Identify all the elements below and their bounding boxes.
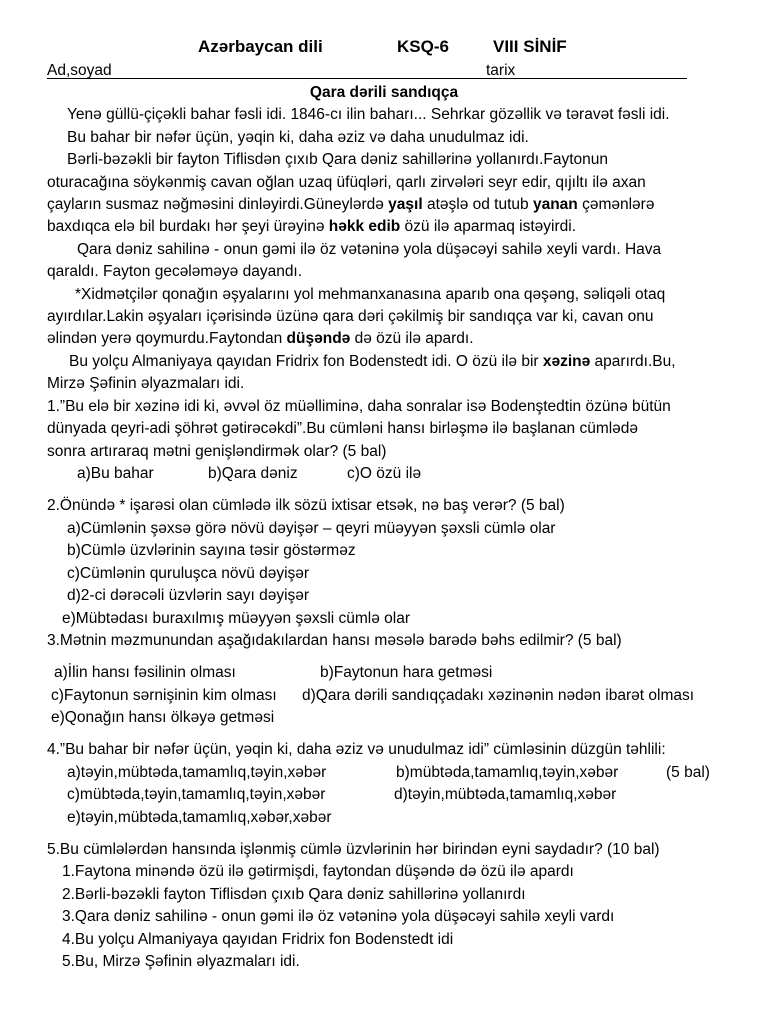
q2-option-d: d)2-ci dərəcəli üzvlərin sayı dəyişər	[67, 587, 310, 604]
q4-option-d: d)təyin,mübtəda,tamamlıq,xəbər	[394, 786, 617, 803]
date-label: tarix	[486, 62, 516, 79]
passage-line: Bu yolçu Almaniyaya qayıdan Fridrix fon Bodenstedt idi. O özü ilə bir xəzinə aparırdı.Bu,	[69, 353, 676, 370]
q2-option-b: b)Cümlə üzvlərinin sayına təsir göstərməz	[67, 542, 356, 559]
passage-line: qaraldı. Fayton gecələməyə dayandı.	[47, 263, 303, 280]
q1-option-a: a)Bu bahar	[77, 465, 154, 482]
subject-title: Azərbaycan dili	[198, 37, 323, 56]
q3-option-b: b)Faytonun hara getməsi	[320, 664, 493, 681]
passage-line: Qara dəniz sahilinə - onun gəmi ilə öz vətəninə yola düşəcəyi sahilə xeyli vardı. Hava	[77, 241, 662, 258]
q4-option-b: b)mübtəda,tamamlıq,təyin,xəbər	[396, 764, 619, 781]
question-4-text: 4.”Bu bahar bir nəfər üçün, yəqin ki, daha əziz və unudulmaz idi” cümləsinin düzgün təhlili:	[47, 741, 666, 758]
question-2-text: 2.Önündə * işarəsi olan cümlədə ilk sözü ixtisar etsək, nə baş verər? (5 bal)	[47, 497, 565, 514]
passage-line: Bu bahar bir nəfər üçün, yəqin ki, daha əziz və daha unudulmaz idi.	[67, 129, 529, 146]
passage-title: Qara dərili sandıqça	[309, 84, 459, 101]
q5-option-5: 5.Bu, Mirzə Şəfinin əlyazmaları idi.	[62, 953, 300, 970]
passage-line: Yenə güllü-çiçəkli bahar fəsli idi. 1846-cı ilin baharı... Sehrkar gözəllik və təravət fəsli idi.	[67, 106, 670, 123]
q5-option-3: 3.Qara dəniz sahilinə - onun gəmi ilə öz vətəninə yola düşəcəyi sahilə xeyli vardı	[62, 908, 615, 925]
passage-line: Bərli-bəzəkli bir fayton Tiflisdən çıxıb Qara dəniz sahillərinə yollanırdı.Faytonun	[67, 151, 609, 168]
q5-option-2: 2.Bərli-bəzəkli fayton Tiflisdən çıxıb Qara dəniz sahillərinə yollanırdı	[62, 886, 526, 903]
exam-code: KSQ-6	[397, 37, 449, 56]
q3-option-d: d)Qara dərili sandıqçadakı xəzinənin nədən ibarət olması	[302, 687, 695, 704]
question-1-text: 1.”Bu elə bir xəzinə idi ki, əvvəl öz müəlliminə, daha sonralar isə Bodenştedtin özünə bütün	[47, 398, 671, 415]
name-label: Ad,soyad	[47, 62, 112, 79]
passage-line: Mirzə Şəfinin əlyazmaları idi.	[47, 375, 245, 392]
passage-line: baxdıqca elə bil burdakı hər şeyi ürəyinə həkk edib özü ilə aparmaq istəyirdi.	[47, 218, 576, 235]
question-3-text: 3.Mətnin məzmunundan aşağıdakılardan hansı məsələ barədə bəhs edilmir? (5 bal)	[47, 632, 622, 649]
passage-line: *Xidmətçilər qonağın əşyalarını yol mehmanxanasına aparıb ona qəşəng, səliqəli otaq	[75, 286, 666, 303]
q2-option-e: e)Mübtədası buraxılmış müəyyən şəxsli cümlə olar	[62, 610, 411, 627]
q3-option-c: c)Faytonun sərnişinin kim olması	[51, 687, 277, 704]
grade-label: VIII SİNİF	[493, 37, 567, 56]
q4-option-c: c)mübtəda,təyin,tamamlıq,təyin,xəbər	[67, 786, 326, 803]
passage-line: əlindən yerə qoymurdu.Faytondan düşəndə də özü ilə apardı.	[47, 330, 474, 347]
q5-option-4: 4.Bu yolçu Almaniyaya qayıdan Fridrix fon Bodenstedt idi	[62, 931, 454, 948]
q5-option-1: 1.Faytona minəndə özü ilə gətirmişdi, faytondan düşəndə də özü ilə apardı	[62, 863, 574, 880]
q1-option-c: c)O özü ilə	[347, 465, 422, 482]
q1-option-b: b)Qara dəniz	[208, 465, 298, 482]
q4-points: (5 bal)	[666, 764, 710, 781]
passage-line: oturacağına söykənmiş cavan oğlan uzaq üfüqləri, qarlı zirvələri seyr edir, qıjıltı ilə axan	[47, 174, 646, 191]
q4-option-e: e)təyin,mübtəda,tamamlıq,xəbər,xəbər	[67, 809, 332, 826]
q3-option-e: e)Qonağın hansı ölkəyə getməsi	[51, 709, 275, 726]
q4-option-a: a)təyin,mübtəda,tamamlıq,təyin,xəbər	[67, 764, 327, 781]
q2-option-a: a)Cümlənin şəxsə görə növü dəyişər – qeyri müəyyən şəxsli cümlə olar	[67, 520, 556, 537]
question-1-text: dünyada qeyri-adi şöhrət gətirəcəkdi”.Bu cümləni hansı birləşmə ilə başlanan cümlədə	[47, 420, 639, 437]
question-1-text: sonra artıraraq mətni genişləndirmək olar? (5 bal)	[47, 443, 387, 460]
passage-line: çayların susmaz nəğməsini dinləyirdi.Güneylərdə yaşıl atəşlə od tutub yanan çəmənlərə	[47, 196, 655, 213]
name-date-line	[47, 78, 687, 79]
question-5-text: 5.Bu cümlələrdən hansında işlənmiş cümlə üzvlərinin hər birindən eyni saydadır? (10 bal)	[47, 841, 660, 858]
q3-option-a: a)İlin hansı fəsilinin olması	[54, 664, 236, 681]
q2-option-c: c)Cümlənin quruluşca növü dəyişər	[67, 565, 310, 582]
passage-line: ayırdılar.Lakin əşyaları içərisində üzünə qara dəri çəkilmiş bir sandıqça var ki, cavan onu	[47, 308, 654, 325]
